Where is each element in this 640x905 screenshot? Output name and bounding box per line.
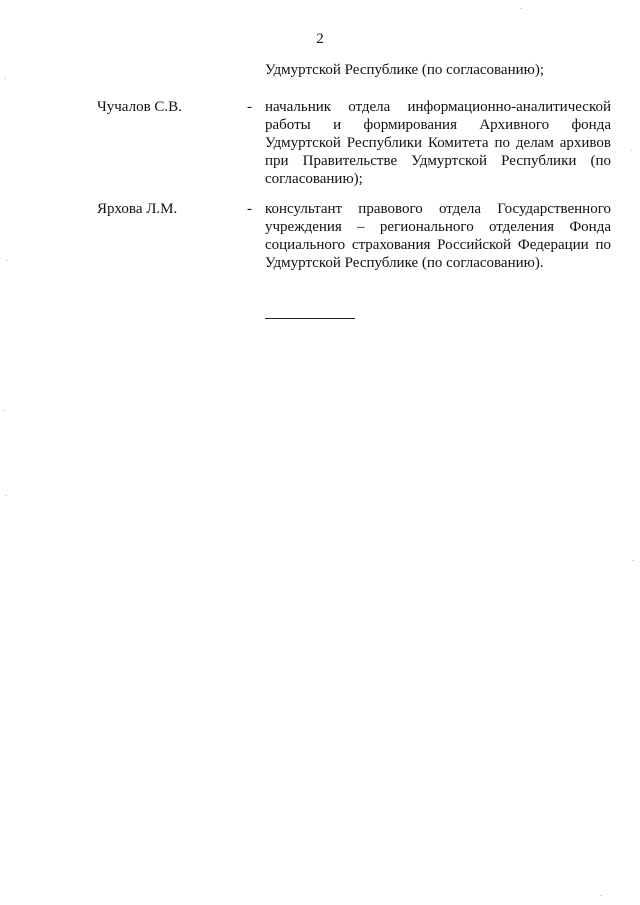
scan-speck: [5, 495, 7, 496]
member-dash: -: [247, 201, 252, 217]
scan-speck: [4, 78, 6, 79]
member-name: Ярхова Л.М.: [97, 201, 178, 217]
end-of-list-rule: [265, 318, 355, 319]
scan-speck: [632, 560, 634, 561]
scan-speck: [520, 8, 522, 9]
member-name: Чучалов С.В.: [97, 99, 182, 115]
scan-speck: [630, 150, 632, 151]
scan-speck: [3, 410, 5, 411]
continuation-text: Удмуртской Республике (по согласованию);: [265, 62, 544, 78]
scan-speck: [6, 260, 8, 261]
member-dash: -: [247, 99, 252, 115]
page-number: 2: [316, 31, 324, 47]
member-description: консультант правового отдела Государственного учреждения – регионального отделения Фонда социального страхования Российской Федерации по Удмуртской Республике (по согласованию).: [265, 201, 611, 271]
scan-speck: [600, 895, 602, 896]
member-description: начальник отдела информационно-аналитической работы и формирования Архивного фонда Удмуртской Республики Комитета по делам архивов при Правительстве Удмуртской Республики (по согласованию);: [265, 99, 611, 187]
